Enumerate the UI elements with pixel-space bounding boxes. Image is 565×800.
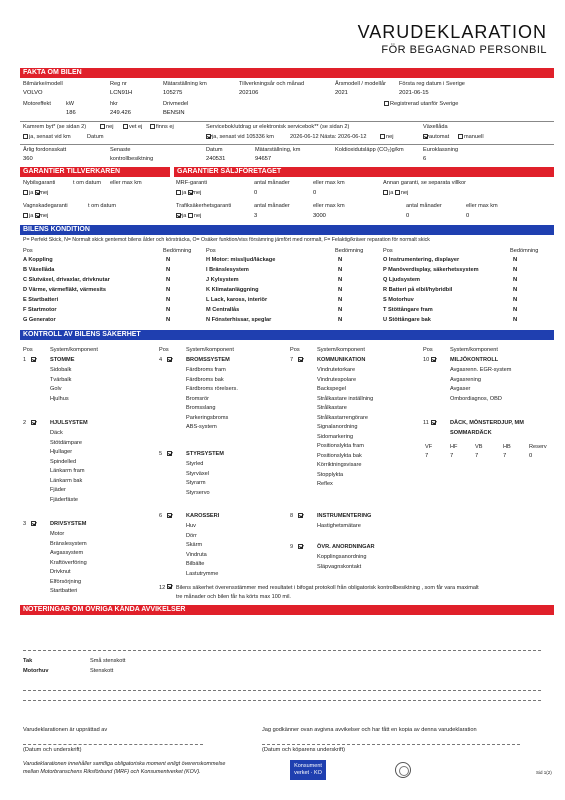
kontroll-group-check	[431, 420, 437, 427]
kontroll-item: Avgasrening	[450, 376, 481, 383]
kondition-item: O Instrumentering, displayer	[383, 257, 460, 263]
note12-text: Bilens säkerhet överensstämmer med resultatet i bifogat protokoll från obligatorisk kontrollbesiktning , som får vara maximalt	[176, 585, 479, 591]
kontroll-item: Avgassystem	[50, 550, 84, 556]
kontroll-item: Styrled	[186, 461, 204, 467]
kondition-pos-header: Pos	[206, 248, 216, 254]
euroklass-value: 6	[423, 156, 427, 162]
mrf-antal-label: antal månader	[254, 180, 290, 186]
kontroll-group-name: STYRSYSTEM	[186, 451, 224, 457]
kondition-rating: N	[513, 277, 518, 283]
kontroll-item: Skärm	[186, 542, 203, 548]
upprattad-label: Varudeklarationen är upprättad av	[23, 727, 108, 733]
group-checkbox[interactable]	[431, 420, 436, 425]
kontroll-group-number: 10	[423, 357, 430, 363]
kondition-rating: N	[166, 287, 171, 293]
group-checkbox[interactable]	[298, 544, 303, 549]
mrf-maxkm-label: eller max km	[313, 180, 345, 186]
trafik-man-value: 3	[254, 213, 258, 219]
kontroll-item: Vindrutespolare	[317, 376, 357, 383]
kontroll-group-name: BROMSSYSTEM	[186, 357, 230, 363]
kondition-item: Q Ljudsystem	[383, 277, 420, 283]
fakta-value: VOLVO	[23, 90, 43, 96]
kontroll-item: Hastighetsmätare	[317, 523, 361, 529]
kontroll-item: Fjäderfäste	[50, 496, 78, 503]
godkanner-label: Jag godkänner ovan avgivna avvikelser och har fått en kopia av denna varudeklaration	[262, 727, 477, 733]
kondition-item: E Startbatteri	[23, 297, 59, 303]
kontroll-item: Ombordiagnos, OBD	[450, 395, 502, 402]
group-checkbox[interactable]	[167, 513, 172, 518]
kontroll-item: Stopplykta	[317, 471, 344, 478]
kontroll-item: Strålkastare	[317, 405, 347, 411]
kondition-rating: N	[338, 267, 343, 273]
kontrollbesiktning-label: kontrollbesiktning	[110, 156, 154, 162]
fakta-label: Mätarställning km	[163, 81, 207, 87]
kondition-item: G Generator	[23, 317, 56, 323]
kontroll-item: Strålkastarrengörare	[317, 414, 368, 421]
kamrem-label: Kamrem byt* (se sidan 2)	[23, 124, 87, 130]
kw-value: 186	[66, 110, 76, 116]
annan-maxkm-label: eller max km	[466, 203, 498, 209]
note-description: Stenskott	[90, 668, 114, 674]
kondition-pos-header: Pos	[23, 248, 33, 254]
fakta-label: Tillverkningsår och månad	[239, 81, 305, 87]
vagn-ja-checkbox[interactable]	[23, 213, 28, 218]
automat-checkbox[interactable]	[423, 134, 428, 139]
annan-nej-checkbox[interactable]	[395, 190, 400, 195]
kontroll-group-check	[31, 357, 37, 364]
hk-value: 249.426	[110, 110, 131, 116]
vagn-tom-label: t om datum	[88, 203, 116, 209]
mrf-km-value: 0	[313, 190, 317, 196]
servicebok-nej-checkbox[interactable]	[380, 134, 385, 139]
note12-pos: 12	[159, 585, 166, 591]
group-checkbox[interactable]	[298, 513, 303, 518]
section-noteringar: NOTERINGAR OM ÖVRIGA KÄNDA AVVIKELSER	[20, 605, 554, 615]
nybilsgaranti-label: Nybilsgaranti	[23, 180, 56, 186]
kontroll-group-check	[31, 420, 37, 427]
fakta-label: Bilmärke/modell	[23, 81, 63, 87]
kontroll-sys-header: System/komponent	[317, 347, 365, 353]
kondition-bed-header: Bedömning	[510, 248, 539, 254]
kondition-bed-header: Bedömning	[335, 248, 364, 254]
kontroll-item: Styrväxel	[186, 470, 210, 477]
kondition-legend: P= Perfekt Skick, N= Normalt skick gentemot bilens ålder och körsträcka, O= Osäker funktion/viss försämring jämfört med normalt, F= Felaktig/kräver reparation för normalt skick	[23, 237, 430, 243]
kontroll-item: Motor	[50, 531, 65, 537]
tire-value: 7	[425, 453, 429, 459]
tire-header: HB	[503, 444, 511, 450]
tire-header: VB	[475, 444, 483, 450]
kondition-item: N Fönsterhissar, speglar	[206, 317, 272, 323]
kontroll-item: ABS-system	[186, 424, 217, 430]
kontroll-item: Färdbroms rörelsers.	[186, 386, 238, 392]
besiktning-datum-label: Datum	[206, 147, 223, 153]
kontroll-item: Backspegel	[317, 386, 346, 392]
manuell-checkbox[interactable]	[458, 134, 463, 139]
kontroll-group-check	[298, 357, 304, 364]
kontroll-item: Körriktningsvisare	[317, 462, 362, 468]
kontroll-item: Positionslykta fram	[317, 443, 364, 449]
kondition-item: A Koppling	[23, 257, 53, 263]
kondition-rating: N	[338, 307, 343, 313]
kontroll-group-number: 6	[159, 513, 163, 519]
kondition-item: C Slutväxel, drivaxlar, drivknutar	[23, 277, 110, 283]
note-description: Små stenskott	[90, 658, 126, 664]
kondition-item: S Motorhuv	[383, 297, 414, 303]
kontroll-item: Sidobalk	[50, 367, 72, 373]
vaxellada-label: Växellåda	[423, 124, 448, 130]
kondition-item: H Motor: missljud/läckage	[206, 257, 276, 263]
motoreffekt-label: Motoreffekt	[23, 101, 51, 107]
kondition-bed-header: Bedömning	[163, 248, 192, 254]
fakta-value: 2021	[335, 90, 348, 96]
fakta-value: LCN91H	[110, 90, 133, 96]
group-checkbox[interactable]	[31, 357, 36, 362]
kontroll-item: Positionslykta bak	[317, 452, 362, 459]
kontroll-item: Styrarm	[186, 480, 206, 486]
kontroll-sys-header: System/komponent	[50, 347, 98, 353]
annan-man-value: 0	[406, 213, 410, 219]
kontroll-item: Avgaser	[450, 386, 471, 392]
vagn-nej-checkbox[interactable]	[35, 213, 40, 218]
nyb-nej-checkbox[interactable]	[35, 190, 40, 195]
kontroll-group-check	[31, 521, 37, 528]
trafik-maxkm-label: eller max km	[313, 203, 345, 209]
trafik-label: Trafiksäkerhetsgaranti	[176, 203, 232, 209]
kontroll-sys-header: System/komponent	[450, 347, 498, 353]
kontroll-pos-header: Pos	[290, 347, 300, 353]
kontroll-item: Styrservo	[186, 489, 210, 496]
tire-header: Reserv	[529, 444, 547, 450]
kondition-rating: N	[338, 277, 343, 283]
kamrem-nej-checkbox[interactable]	[100, 124, 105, 129]
note-location: Motorhuv	[23, 668, 49, 674]
fakta-label: Första reg datum i Sverige	[399, 81, 465, 87]
kondition-item: M Centrallås	[206, 307, 240, 313]
kontroll-group-check	[167, 357, 173, 364]
section-garantier-tillverkaren: GARANTIER TILLVERKAREN	[20, 167, 170, 177]
tire-header: HF	[450, 444, 458, 450]
konsumentverket-logo: Konsument verket · KO	[290, 760, 326, 780]
kondition-item: K Klimatanläggning	[206, 287, 259, 293]
kontroll-item: Bilbälte	[186, 561, 205, 567]
group-checkbox[interactable]	[31, 521, 36, 526]
kontroll-pos-header: Pos	[423, 347, 433, 353]
kondition-rating: N	[513, 307, 518, 313]
tire-value: 7	[503, 453, 507, 459]
fakta-value: 105275	[163, 90, 183, 96]
kontroll-item: Lastutrymme	[186, 570, 219, 577]
servicebok-label: Servicebok/utdrag ur elektronisk servicebok** (se sidan 2)	[206, 124, 350, 130]
kondition-item: T Stöttångare fram	[383, 307, 433, 313]
kontroll-item: Kopplingsanordning	[317, 554, 367, 560]
kontroll-group-number: 2	[23, 420, 27, 426]
mrf-ja-checkbox[interactable]	[176, 190, 181, 195]
kontroll-item: Däck	[50, 430, 63, 436]
kondition-rating: N	[166, 307, 171, 313]
kondition-rating: N	[513, 257, 518, 263]
kontroll-item: Dörr	[186, 532, 197, 539]
kontroll-group-number: 9	[290, 544, 294, 550]
kontroll-item: Färdbroms fram	[186, 367, 226, 373]
senaste-label: Senaste	[110, 147, 131, 153]
section-kontroll: KONTROLL AV BILENS SÄKERHET	[20, 330, 554, 340]
kontroll-group-check	[298, 513, 304, 520]
fakta-value: 202106	[239, 90, 259, 96]
kamrem-finnsej-checkbox[interactable]	[150, 124, 155, 129]
kontroll-item: Avgasrenn. EGR-system	[450, 367, 512, 373]
kontroll-group-name: MILJÖKONTROLL	[450, 357, 499, 363]
servicebok-datum: 2026-06-12 Nästa: 2026-06-12	[290, 134, 367, 140]
kamrem-ja-checkbox[interactable]	[23, 134, 28, 139]
hk-label: hkr	[110, 101, 118, 107]
kontroll-item: Hjullager	[50, 449, 73, 455]
kontroll-item: Spindelled	[50, 458, 77, 465]
kontroll-group-name: DRIVSYSTEM	[50, 521, 87, 527]
kontroll-item: Strålkastare inställning	[317, 395, 374, 402]
kontroll-item: Länkarm fram	[50, 468, 85, 474]
kontroll-sys-header: System/komponent	[186, 347, 234, 353]
kontroll-item: Länkarm bak	[50, 477, 83, 484]
kondition-rating: N	[513, 317, 518, 323]
kontroll-group-check	[431, 357, 437, 364]
kontroll-group-number: 11	[423, 420, 429, 426]
mrf-label: MRF-garanti	[176, 180, 208, 186]
kontroll-item: Huv	[186, 523, 196, 529]
kontroll-item: Färdbroms bak	[186, 376, 224, 383]
trafik-km-value: 3000	[313, 213, 326, 219]
kontroll-item: Elförsörjning	[50, 578, 82, 585]
note-location: Tak	[23, 658, 33, 664]
kontroll-group-check	[167, 451, 173, 458]
kontroll-group-number: 1	[23, 357, 27, 363]
kontroll-item: Startbatteri	[50, 588, 78, 594]
kondition-item: L Lack, kaross, interiör	[206, 297, 268, 303]
euroklass-label: Euroklassning	[423, 147, 459, 153]
kontroll-item: Tvärbalk	[50, 376, 72, 383]
fordonsskatt-label: Årlig fordonsskatt	[23, 147, 67, 153]
nyb-maxkm-label: eller max km	[110, 180, 142, 186]
servicebok-ja-checkbox[interactable]	[206, 134, 211, 139]
kamrem-vetej-checkbox[interactable]	[123, 124, 128, 129]
kontroll-group-number: 5	[159, 451, 163, 457]
kontroll-item: Parkeringsbroms	[186, 414, 229, 421]
kontroll-item: Vindrutetorkare	[317, 367, 356, 373]
kontroll-item: Kraftöverföring	[50, 559, 87, 566]
mrf-nej-checkbox[interactable]	[188, 190, 193, 195]
note12-checkbox[interactable]	[167, 584, 172, 589]
trafik-nej-checkbox[interactable]	[188, 213, 193, 218]
trafik-antal-label: antal månader	[254, 203, 290, 209]
kontroll-item: SOMMARDÄCK	[450, 430, 492, 436]
kondition-rating: N	[166, 317, 171, 323]
kontroll-item: Drivknut	[50, 569, 71, 575]
kondition-rating: N	[338, 287, 343, 293]
tire-value: 0	[529, 453, 533, 459]
kontroll-item: Bränslesystem	[50, 540, 87, 547]
fordonsskatt-value: 360	[23, 156, 33, 162]
kontroll-group-name: STOMME	[50, 357, 75, 363]
kontroll-group-check	[167, 513, 173, 520]
reg-utanfor: Registrerad utanför Sverige	[384, 101, 458, 107]
kontroll-item: Fjäder	[50, 487, 66, 493]
kondition-item: I Bränslesystem	[206, 267, 249, 273]
trafik-ja-checkbox[interactable]	[176, 213, 181, 218]
kondition-pos-header: Pos	[383, 248, 393, 254]
kondition-rating: N	[166, 267, 171, 273]
fakta-value: 2021-06-15	[399, 90, 429, 96]
kontroll-item: Släpvagnskontakt	[317, 563, 362, 570]
reg-utanfor-checkbox[interactable]	[384, 101, 389, 106]
kondition-rating: N	[513, 287, 518, 293]
kontroll-group-number: 3	[23, 521, 27, 527]
kontroll-group-name: KAROSSERI	[186, 513, 220, 519]
kondition-rating: N	[338, 317, 343, 323]
kw-label: kW	[66, 101, 75, 107]
group-checkbox[interactable]	[431, 357, 436, 362]
kontroll-item: Sidomarkering	[317, 433, 354, 440]
section-fakta: FAKTA OM BILEN	[20, 68, 554, 78]
mrf-man-value: 0	[254, 190, 258, 196]
kontroll-group-name: INSTRUMENTERING	[317, 513, 372, 519]
kontroll-item: Hjulhus	[50, 395, 69, 402]
tire-header: VF	[425, 444, 433, 450]
kontroll-group-name: DÄCK, MÖNSTERDJUP, MM	[450, 420, 524, 426]
seal-icon	[395, 762, 411, 778]
group-checkbox[interactable]	[298, 357, 303, 362]
kamrem-datum-label: Datum	[87, 134, 104, 140]
kontroll-item: Golv	[50, 386, 62, 392]
kondition-item: U Stöttångare bak	[383, 317, 431, 323]
kondition-rating: N	[166, 297, 171, 303]
besiktning-matar-value: 94657	[255, 156, 272, 162]
kontroll-group-check	[298, 544, 304, 551]
section-kondition: BILENS KONDITION	[20, 225, 554, 235]
kondition-rating: N	[513, 267, 518, 273]
annan-label: Annan garanti, se separata villkor	[383, 180, 467, 186]
legal-line1: Varudeklarationen innehåller samtliga obligatoriska moment enligt överenskommelse	[23, 761, 226, 767]
section-garantier-saljforetaget: GARANTIER SÄLJFÖRETAGET	[174, 167, 554, 177]
note12-text2: tre månader och bilen får ha körts max 100 mil.	[176, 594, 291, 600]
document-subtitle: FÖR BEGAGNAD PERSONBIL	[381, 44, 547, 56]
kontroll-group-name: KOMMUNIKATION	[317, 357, 366, 363]
vagnskadegaranti-label: Vagnskadegaranti	[23, 203, 68, 209]
datum-underskrift-label: (Datum och underskrift)	[23, 747, 82, 753]
kondition-item: P Manöverdisplay, säkerhetssystem	[383, 267, 479, 273]
kontroll-item: Vindruta	[186, 551, 207, 558]
kontroll-group-number: 4	[159, 357, 163, 363]
page-number: Sid 1(2)	[536, 770, 552, 775]
kondition-rating: N	[338, 297, 343, 303]
tire-value: 7	[450, 453, 454, 459]
kondition-rating: N	[166, 277, 171, 283]
koldioxid-label: Koldioxidutsläpp (CO₂)g/km	[335, 147, 404, 153]
group-checkbox[interactable]	[31, 420, 36, 425]
annan-ja-checkbox[interactable]	[383, 190, 388, 195]
kondition-rating: N	[513, 297, 518, 303]
annan-antal-label: antal månader	[406, 203, 442, 209]
nyb-ja-checkbox[interactable]	[23, 190, 28, 195]
kontroll-item: Bromsrör	[186, 395, 209, 402]
datum-kopare-label: (Datum och köparens underskrift)	[262, 747, 346, 753]
legal-line2: mellan Motorbranschens Riksförbund (MRF) och Konsumentverket (KOV).	[23, 769, 201, 775]
kontroll-group-name: ÖVR. ANORDNINGAR	[317, 544, 375, 550]
tire-value: 7	[475, 453, 479, 459]
kondition-item: R Batteri på elbil/hybridbil	[383, 287, 453, 293]
besiktning-datum-value: 240531	[206, 156, 226, 162]
kontroll-group-name: HJULSYSTEM	[50, 420, 88, 426]
kontroll-group-number: 8	[290, 513, 294, 519]
document-title: VARUDEKLARATION	[357, 22, 547, 42]
fakta-label: Årsmodell / modellår	[335, 81, 386, 87]
group-checkbox[interactable]	[167, 451, 172, 456]
kondition-item: D Värme, värmefläkt, värmesits	[23, 287, 107, 293]
kontroll-item: Reflex	[317, 481, 333, 487]
kontroll-item: Bromsslang	[186, 405, 216, 411]
besiktning-matar-label: Mätarställning, km	[255, 147, 301, 153]
drivmedel-value: BENSIN	[163, 110, 185, 116]
kontroll-group-number: 7	[290, 357, 294, 363]
kondition-item: F Startmotor	[23, 307, 57, 313]
kontroll-pos-header: Pos	[23, 347, 33, 353]
kontroll-pos-header: Pos	[159, 347, 169, 353]
group-checkbox[interactable]	[167, 357, 172, 362]
annan-km-value: 0	[466, 213, 470, 219]
drivmedel-label: Drivmedel	[163, 101, 189, 107]
kondition-item: B Växellåda	[23, 267, 55, 273]
kondition-rating: N	[338, 257, 343, 263]
kontroll-item: Signalanordning	[317, 424, 358, 430]
fakta-label: Reg nr	[110, 81, 127, 87]
kondition-item: J Kylsystem	[206, 277, 239, 283]
kondition-rating: N	[166, 257, 171, 263]
nyb-tom-label: t om datum	[73, 180, 101, 186]
kontroll-item: Stötdämpare	[50, 439, 83, 446]
